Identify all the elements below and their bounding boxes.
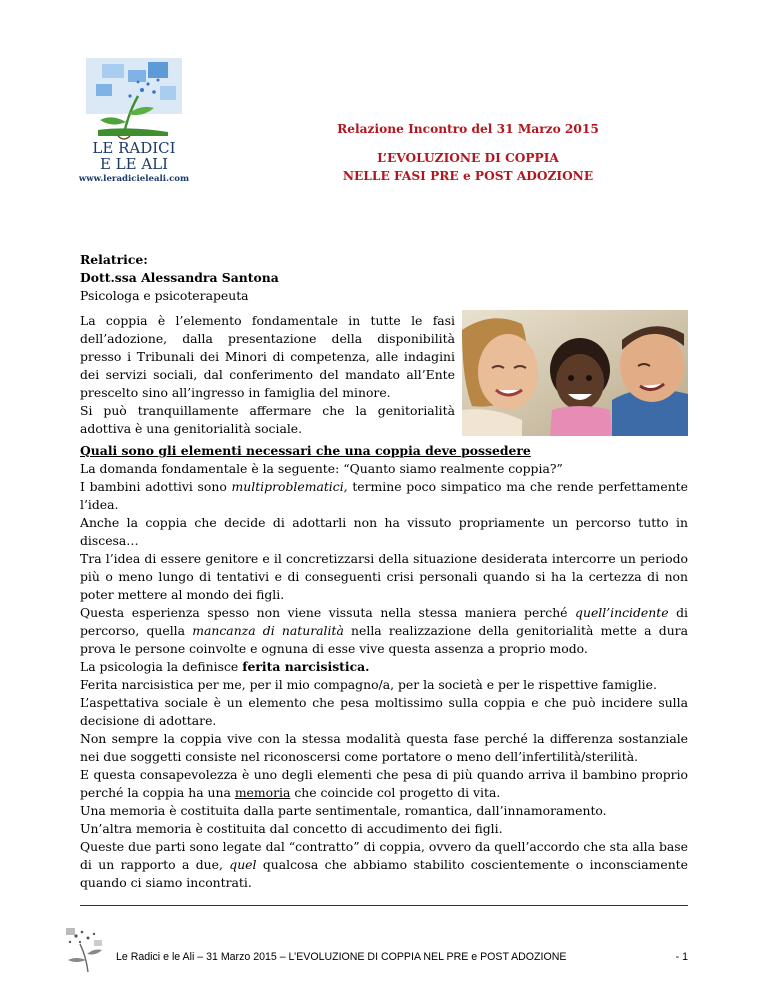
logo-url: www.leradicieleali.com xyxy=(78,174,190,184)
body-paragraph: L’aspettativa sociale è un elemento che pesa moltissimo sulla coppia e che può incidere sulla decisione di adottare. xyxy=(80,695,688,728)
article-body xyxy=(80,442,688,892)
body-paragraph: E questa consapevolezza è uno degli elementi che pesa di più quando arriva il bambino proprio perché la coppia ha una memoria che coincide col progetto di vita. xyxy=(80,767,688,800)
speaker-label: Relatrice: xyxy=(80,252,148,267)
footer-divider xyxy=(80,905,688,906)
body-paragraph: I bambini adottivi sono multiproblematici, termine poco simpatico ma che rende perfettamente l’idea. xyxy=(80,479,688,512)
body-paragraph: Questa esperienza spesso non viene vissuta nella stessa maniera perché quell’incidente di percorso, quella mancanza di naturalità nella realizzazione della genitorialità mette a dura prova le persone coinvolte e ognuna di esse vive questa assenza a proprio modo. xyxy=(80,605,688,656)
footer-logo-icon xyxy=(58,926,110,974)
organization-logo xyxy=(68,56,200,188)
footer-text: Le Radici e le Ali – 31 Marzo 2015 – L’EVOLUZIONE DI COPPIA NEL PRE e POST ADOZIONE xyxy=(116,951,567,963)
family-photo xyxy=(462,310,688,436)
body-paragraph: Ferita narcisistica per me, per il mio compagno/a, per la società e per le rispettive famiglie. xyxy=(80,677,657,692)
logo-illustration xyxy=(68,56,200,174)
subtitle-line-2: NELLE FASI PRE e POST ADOZIONE xyxy=(342,169,594,183)
page-footer xyxy=(116,951,688,963)
body-paragraph: Anche la coppia che decide di adottarli non ha vissuto propriamente un percorso tutto in discesa… xyxy=(80,515,688,548)
section-heading: Quali sono gli elementi necessari che una coppia deve possedere xyxy=(80,443,531,458)
logo-name-line2: E LE ALI xyxy=(99,155,169,173)
body-paragraph: Un’altra memoria è costituita dal concetto di accudimento dei figli. xyxy=(80,821,503,836)
body-paragraph: Queste due parti sono legate dal “contratto” di coppia, ovvero da quell’accordo che sta alla base di un rapporto a due, quel qualcosa che abbiamo stabilito coscientemente o inconsciamente quando ci siamo incontrati. xyxy=(80,839,688,890)
body-paragraph: La psicologia la definisce ferita narcisistica. xyxy=(80,659,370,674)
intro-paragraph: La coppia è l’elemento fondamentale in tutte le fasi dell’adozione, dalla presentazione della disponibilità presso i Tribunali dei Minori di competenza, alle indagini dei servizi sociali, dal conferimento del mandato all’Ente prescelto sino all’ingresso in famiglia del minore. xyxy=(80,313,455,400)
intro-text xyxy=(80,312,455,438)
body-paragraph: Non sempre la coppia vive con la stessa modalità questa fase perché la differenza sostanziale nei due soggetti consiste nel riconoscersi come portatore o meno dell’infertilità/sterilità. xyxy=(80,731,688,764)
page-number: - 1 xyxy=(675,951,688,963)
document-title: Relazione Incontro del 31 Marzo 2015 xyxy=(337,122,599,136)
body-paragraph: Una memoria è costituita dalla parte sentimentale, romantica, dall’innamoramento. xyxy=(80,803,607,818)
logo-name-line1: LE RADICI xyxy=(92,139,176,157)
subtitle-line-1: L’EVOLUZIONE DI COPPIA xyxy=(377,151,559,165)
speaker-block xyxy=(80,251,480,305)
intro-paragraph: Si può tranquillamente affermare che la genitorialità adottiva è una genitorialità sociale. xyxy=(80,403,455,436)
speaker-name: Dott.ssa Alessandra Santona xyxy=(80,270,279,285)
speaker-role: Psicologa e psicoterapeuta xyxy=(80,288,249,303)
body-paragraph: Tra l’idea di essere genitore e il concretizzarsi della situazione desiderata intercorre un periodo più o meno lungo di tentativi e di conseguenti crisi personali quando si ha la certezza di non poter mettere al mondo dei figli. xyxy=(80,551,688,602)
document-subtitle xyxy=(248,149,688,185)
body-paragraph: La domanda fondamentale è la seguente: “Quanto siamo realmente coppia?” xyxy=(80,461,563,476)
